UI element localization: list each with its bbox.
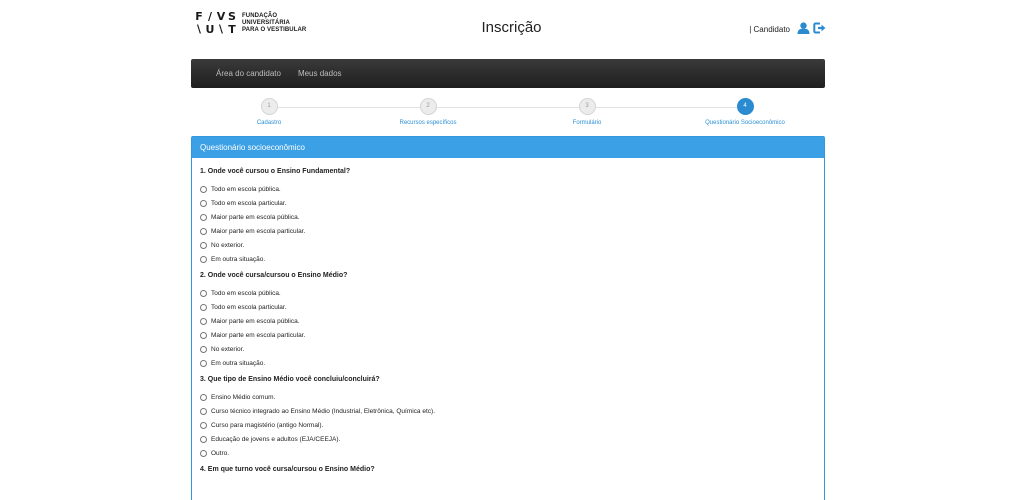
option-label: Em outra situação. — [211, 255, 266, 263]
logout-icon[interactable] — [813, 22, 826, 36]
step-number: 3 — [579, 98, 596, 115]
option-label: Maior parte em escola pública. — [211, 317, 300, 325]
option-label: Curso para magistério (antigo Normal). — [211, 421, 324, 429]
option-radio[interactable] — [200, 432, 816, 446]
option-label: Maior parte em escola particular. — [211, 331, 306, 339]
step-cadastro[interactable] — [189, 98, 349, 126]
radio-button[interactable] — [200, 256, 207, 263]
question-4: 4. Em que turno você cursa/cursou o Ensino Médio? — [200, 466, 375, 473]
option-radio[interactable] — [200, 418, 816, 432]
step-formulario[interactable] — [507, 98, 667, 126]
option-label: Curso técnico integrado ao Ensino Médio (Industrial, Eletrônica, Química etc). — [211, 407, 435, 415]
option-label: No exterior. — [211, 345, 245, 353]
main-navbar — [191, 59, 825, 88]
page-header — [0, 0, 1023, 58]
radio-button[interactable] — [200, 394, 207, 401]
nav-meus-dados[interactable]: Meus dados — [297, 69, 342, 78]
question-3: 3. Que tipo de Ensino Médio você concluiu/concluirá? — [200, 376, 380, 383]
step-recursos-especificos[interactable] — [348, 98, 508, 126]
option-radio[interactable] — [200, 356, 816, 370]
option-radio[interactable] — [200, 210, 816, 224]
option-radio[interactable] — [200, 328, 816, 342]
option-radio[interactable] — [200, 238, 816, 252]
radio-button[interactable] — [200, 228, 207, 235]
option-radio[interactable] — [200, 314, 816, 328]
radio-button[interactable] — [200, 360, 207, 367]
nav-area-do-candidato[interactable]: Área do candidato — [216, 69, 281, 78]
user-label[interactable]: | Candidato — [749, 24, 790, 34]
option-label: Todo em escola pública. — [211, 289, 281, 297]
logo-glyph: T — [228, 23, 236, 36]
logo-glyph: F — [195, 10, 203, 23]
logo-line: UNIVERSITÁRIA — [242, 19, 290, 26]
option-radio[interactable] — [200, 390, 816, 404]
progress-steps — [191, 98, 825, 132]
step-number: 2 — [420, 98, 437, 115]
radio-button[interactable] — [200, 290, 207, 297]
option-label: Maior parte em escola particular. — [211, 227, 306, 235]
radio-button[interactable] — [200, 332, 207, 339]
option-label: Todo em escola particular. — [211, 199, 287, 207]
radio-button[interactable] — [200, 318, 207, 325]
option-radio[interactable] — [200, 224, 816, 238]
logo-glyph: S — [228, 10, 236, 23]
option-label: Outro. — [211, 449, 230, 457]
radio-button[interactable] — [200, 242, 207, 249]
radio-button[interactable] — [200, 200, 207, 207]
option-label: Todo em escola pública. — [211, 185, 281, 193]
radio-button[interactable] — [200, 422, 207, 429]
radio-button[interactable] — [200, 408, 207, 415]
step-number: 4 — [737, 98, 754, 115]
step-number: 1 — [261, 98, 278, 115]
user-icon[interactable] — [797, 22, 810, 36]
step-label: Recursos específicos — [399, 120, 457, 126]
logo-glyph: ∕ — [207, 10, 213, 23]
logo-line: FUNDAÇÃO — [242, 12, 278, 19]
panel-title: Questionário socioeconômico — [192, 137, 824, 158]
option-radio[interactable] — [200, 446, 816, 460]
user-area — [749, 22, 826, 36]
option-label: Educação de jovens e adultos (EJA/CEEJA). — [211, 435, 341, 443]
logo-glyph: ∖ — [195, 23, 203, 36]
logo-glyph: V — [216, 10, 226, 23]
step-label: Cadastro — [256, 120, 282, 126]
option-radio[interactable] — [200, 252, 816, 266]
radio-button[interactable] — [200, 304, 207, 311]
page-title: Inscrição — [481, 19, 542, 36]
logo-glyph: ∖ — [217, 23, 225, 36]
option-radio[interactable] — [200, 404, 816, 418]
option-label: No exterior. — [211, 241, 245, 249]
questionnaire-body — [192, 158, 824, 480]
radio-button[interactable] — [200, 214, 207, 221]
radio-button[interactable] — [200, 450, 207, 457]
option-radio[interactable] — [200, 196, 816, 210]
questionnaire-panel — [191, 136, 825, 500]
option-label: Em outra situação. — [211, 359, 266, 367]
option-label: Maior parte em escola pública. — [211, 213, 300, 221]
radio-button[interactable] — [200, 436, 207, 443]
radio-button[interactable] — [200, 346, 207, 353]
option-label: Ensino Médio comum. — [211, 393, 276, 401]
option-radio[interactable] — [200, 286, 816, 300]
logo-line: PARA O VESTIBULAR — [242, 26, 307, 33]
option-radio[interactable] — [200, 182, 816, 196]
radio-button[interactable] — [200, 186, 207, 193]
option-radio[interactable] — [200, 342, 816, 356]
question-1: 1. Onde você cursou o Ensino Fundamental? — [200, 168, 351, 175]
step-label: Questionário Socioeconômico — [705, 120, 785, 126]
option-label: Todo em escola particular. — [211, 303, 287, 311]
question-2: 2. Onde você cursa/cursou o Ensino Médio? — [200, 272, 348, 279]
step-label: Formulário — [572, 120, 602, 126]
logo-glyph: U — [205, 23, 215, 36]
option-radio[interactable] — [200, 300, 816, 314]
step-questionario-socioeconomico[interactable] — [665, 98, 825, 126]
